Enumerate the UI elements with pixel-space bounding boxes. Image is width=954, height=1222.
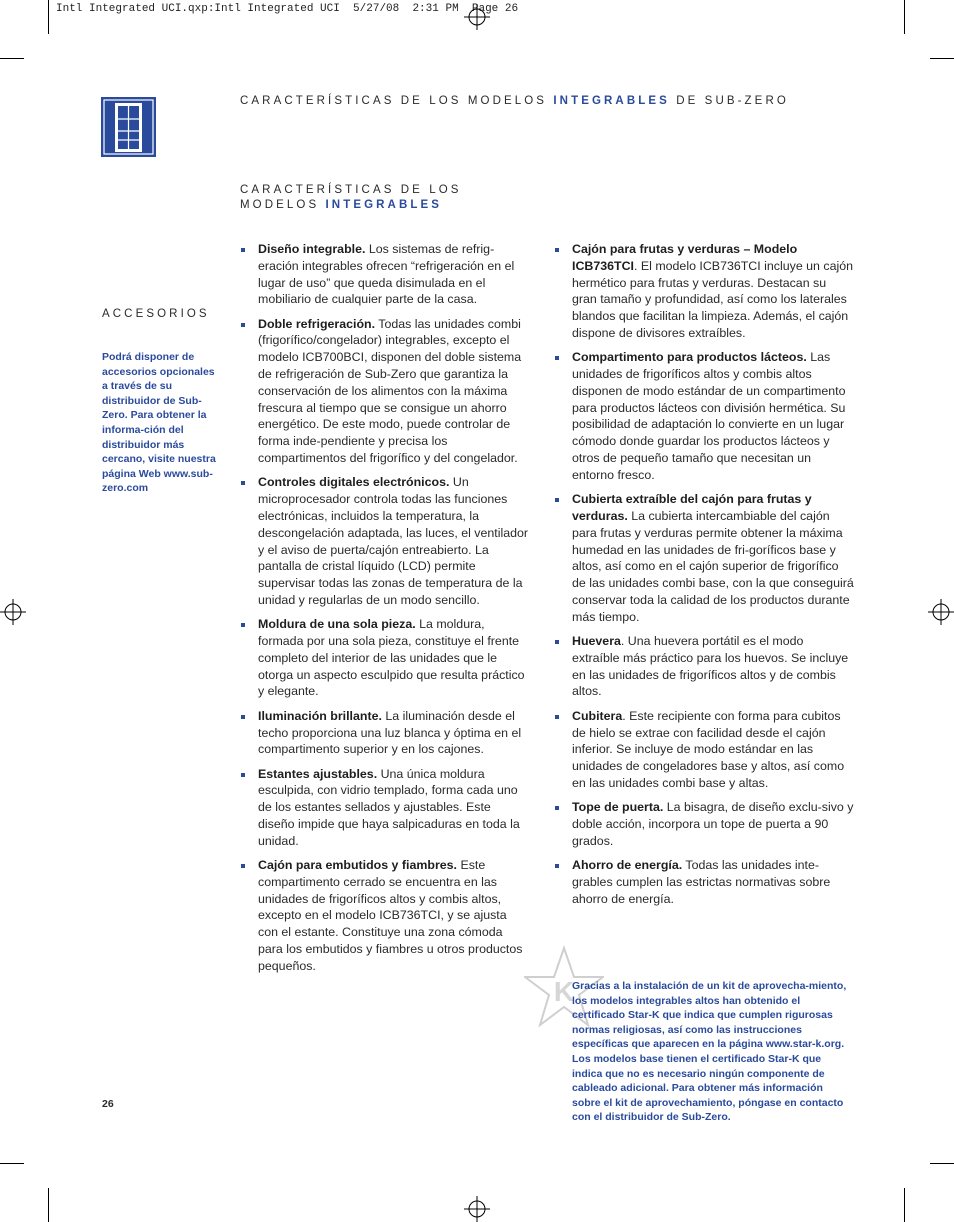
feature-title: Cubitera: [572, 708, 623, 723]
section-title-highlight: INTEGRABLES: [325, 199, 443, 211]
bullet-icon: [555, 640, 559, 644]
bullet-icon: [241, 623, 245, 627]
feature-item: [240, 708, 530, 758]
feature-title: Compartimento para productos lácteos.: [572, 350, 807, 365]
feature-title: Ahorro de energía.: [572, 858, 683, 873]
bullet-icon: [555, 806, 559, 810]
crop-mark: [0, 1163, 24, 1164]
print-slug: Intl Integrated UCI.qxp:Intl Integrated UCI 5/27/08 2:31 PM Page 26: [56, 3, 519, 15]
feature-title: Iluminación brillante.: [258, 708, 382, 723]
header-highlight: INTEGRABLES: [553, 95, 670, 107]
feature-item: [554, 799, 854, 849]
feature-title: Diseño integrable.: [258, 242, 366, 256]
accessories-note: Podrá disponer de accesorios opcionales a través de su distribuidor de Sub-Zero. Para obtener la informa-ción del distribuidor más cercano, visite nuestra página Web www.sub-zero.com: [102, 351, 216, 495]
feature-item: [554, 241, 854, 342]
feature-text: La bisagra, de diseño exclu-sivo y doble acción, incorpora un tope de puerta a 90 grados.: [572, 800, 854, 848]
feature-text: La moldura, formada por una sola pieza, constituye el frente completo del interior de las unidades que le otorga un aspecto esculpido que resulta práctico y elegante.: [258, 617, 525, 699]
feature-text: Este compartimento cerrado se encuentra en las unidades de frigoríficos altos y combis altos, excepto en el modelo ICB736TCI, y se ajusta con el estante. Constituye una zona cómoda para los embutidos y fiambres u otros productos pequeños.: [258, 858, 523, 973]
feature-item: [554, 633, 854, 700]
bullet-icon: [555, 498, 559, 502]
feature-item: [240, 857, 530, 975]
feature-item: [240, 474, 530, 608]
feature-item: [240, 766, 530, 850]
feature-item: [554, 857, 854, 907]
feature-item: [554, 349, 854, 483]
feature-title: Huevera: [572, 634, 621, 649]
feature-item: [240, 241, 530, 308]
registration-mark-icon: [0, 599, 26, 625]
feature-item: [240, 316, 530, 467]
feature-title: Cubierta extraíble del cajón para frutas y verduras.: [572, 492, 812, 523]
crop-mark: [930, 58, 954, 59]
feature-text: . El modelo ICB736TCI incluye un cajón hermético para frutas y verduras. Destacan su gran tamaño y profundidad, así como los laterales blandos que facilitan la limpieza. Además, el cajón dispone de divisores extraíbles.: [572, 258, 853, 340]
crop-mark: [48, 0, 49, 34]
bullet-icon: [241, 773, 245, 777]
page-number: 26: [102, 1098, 114, 1110]
feature-text: Las unidades de frigoríficos altos y combis altos disponen de modo estándar de un compartimento para productos lácteos con división hermética. Su posibilidad de adaptación lo convierte en un lugar cómodo donde guardar los productos lácteos y otros de pequeño tamaño que necesitan un entorno fresco.: [572, 350, 846, 482]
bullet-icon: [555, 356, 559, 360]
crop-mark: [930, 1163, 954, 1164]
feature-text: Todas las unidades inte-grables cumplen las estrictas normativas sobre ahorro de energía.: [572, 858, 831, 906]
bullet-icon: [555, 715, 559, 719]
feature-title: Doble refrigeración.: [258, 316, 376, 331]
feature-item: [554, 491, 854, 625]
crop-mark: [48, 1188, 49, 1222]
feature-title: Controles digitales electrónicos.: [258, 475, 450, 490]
section-title-prefix: MODELOS: [240, 199, 326, 211]
bullet-icon: [555, 864, 559, 868]
feature-item: [240, 616, 530, 700]
star-k-letter: K: [553, 976, 575, 1007]
registration-mark-icon: [464, 4, 490, 30]
feature-title: Tope de puerta.: [572, 800, 664, 815]
feature-title: Cajón para frutas y verduras – Modelo ICB736TCI: [572, 242, 798, 273]
registration-mark-icon: [928, 599, 954, 625]
header-prefix: CARACTERÍSTICAS DE LOS MODELOS: [240, 95, 554, 107]
bullet-icon: [241, 864, 245, 868]
feature-text: Los sistemas de refrig-eración integrables ofrecen “refrigeración en el lugar de uso” que queda disimulada en el mobiliario de cualquier parte de la casa.: [258, 242, 515, 307]
crop-mark: [904, 1188, 905, 1222]
section-title-line1: CARACTERÍSTICAS DE LOS: [240, 184, 462, 196]
section-title-line2: [240, 198, 462, 213]
feature-text: Todas las unidades combi (frigorífico/congelador) integrables, excepto el modelo ICB700BCI, disponen del doble sistema de refrigeración de Sub-Zero que garantiza la conservación de los alimentos con la máxima frescura al tiempo que se consigue un ahorro energético. De este modo, puede controlar de forma inde-pendiente y precisa los compartimentos del frigorífico y del congelador.: [258, 316, 522, 466]
accessories-title: ACCESORIOS: [102, 308, 210, 320]
page-header: [240, 95, 789, 107]
header-suffix: DE SUB-ZERO: [669, 95, 789, 107]
feature-title: Estantes ajustables.: [258, 766, 378, 781]
registration-mark-icon: [464, 1196, 490, 1222]
feature-text: Una única moldura esculpida, con vidrio templado, forma cada uno de los estantes sellados y ajustables. Este diseño impide que haya salpicaduras en toda la unidad.: [258, 766, 520, 848]
crop-mark: [904, 0, 905, 34]
star-k-note: Gracias a la instalación de un kit de aprovecha-miento, los modelos integrables altos han obtenido el certificado Star-K que indica que cumplen rigurosas normas religiosas, así como las instrucciones específicas que aparecen en la página www.star-k.org. Los modelos base tienen el certificado Star-K que indica que no es necesario ningún componente de cableado adicional. Para obtener más información sobre el kit de aprovechamiento, póngase en contacto con el distribuidor de Sub-Zero.: [572, 980, 847, 1124]
section-title: [240, 183, 462, 213]
bullet-icon: [241, 481, 245, 485]
feature-text: Un microprocesador controla todas las funciones electrónicas, incluidos la temperatura, la descongelación adaptada, las luces, el ventilador y el aviso de puerta/cajón entreabierto. La pantalla de cristal líquido (LCD) permite supervisar todas las zonas de temperatura de la unidad y regularlas de un modo sencillo.: [258, 475, 529, 607]
feature-title: Cajón para embutidos y fiambres.: [258, 858, 457, 873]
crop-mark: [0, 58, 24, 59]
feature-text: . Una huevera portátil es el modo extraíble más práctico para los huevos. Se incluye en las unidades de frigoríficos altos y de combis altos.: [572, 634, 849, 699]
bullet-icon: [241, 248, 245, 252]
refrigerator-logo-icon: [101, 97, 156, 157]
feature-text: La cubierta intercambiable del cajón para frutas y verduras permite obtener la máxima humedad en las unidades de fri-goríficos base y altos, así como en el cajón superior de frigorífico de las unidades combi base, con la que conseguirá conservar toda la calidad de los productos durante más tiempo.: [572, 508, 854, 624]
feature-text: La iluminación desde el techo proporciona una luz blanca y óptima en el compartimento superior y en los cajones.: [258, 708, 522, 757]
bullet-icon: [241, 715, 245, 719]
features-column-right: [554, 241, 854, 915]
feature-title: Moldura de una sola pieza.: [258, 617, 416, 632]
feature-text: . Este recipiente con forma para cubitos de hielo se extrae con facilidad desde el cajón inferior. Se incluye de modo estándar en las unidades de congeladores base y altos, así como en las unidades combi base y altas.: [572, 708, 845, 790]
features-column-left: [240, 241, 530, 982]
feature-item: [554, 708, 854, 792]
bullet-icon: [241, 323, 245, 327]
bullet-icon: [555, 248, 559, 252]
